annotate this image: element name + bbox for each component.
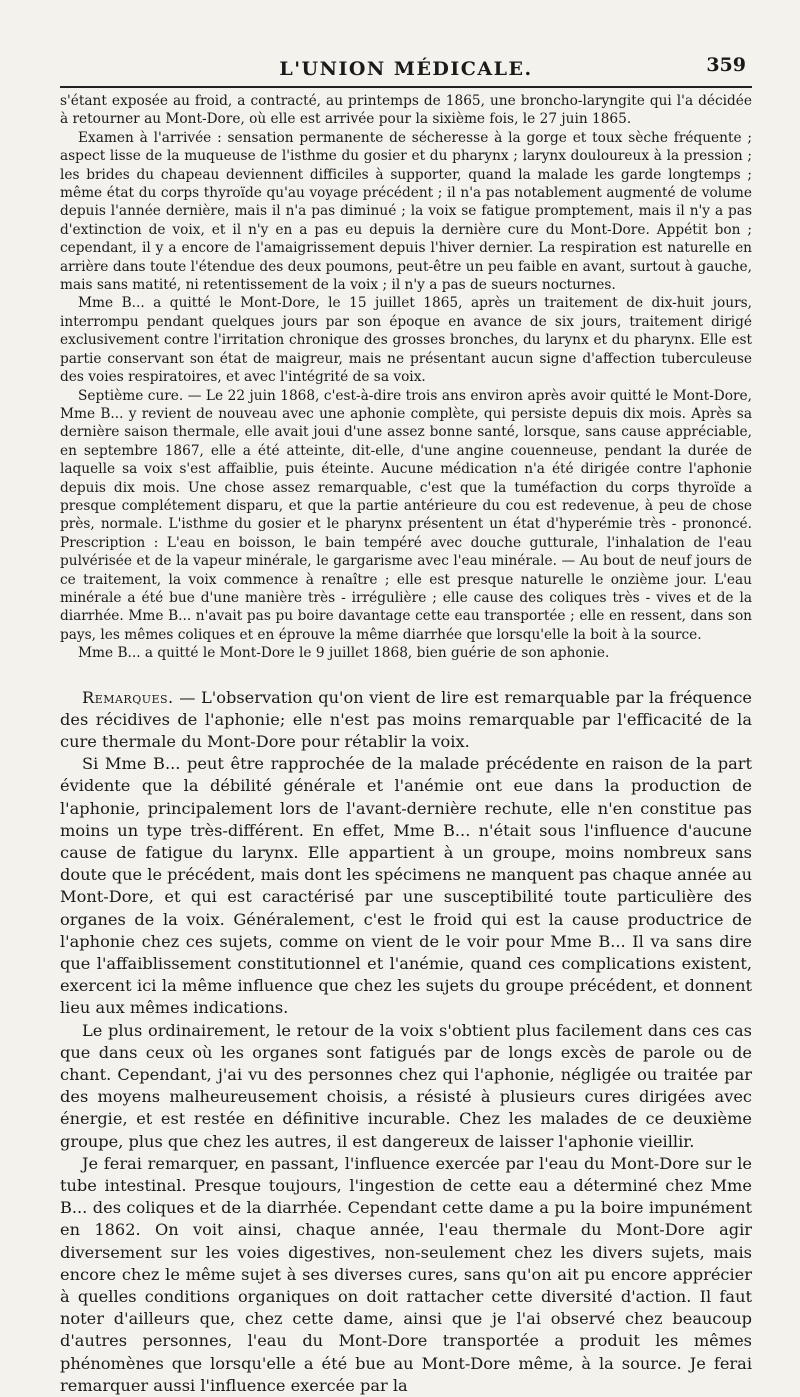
remarks-paragraph-1-text: — L'observation qu'on vient de lire est remarquable par la fréquence des récidives de l'aphonie; elle n'est pas moins remarquable par l'efficacité de la cure thermale du Mont-Dore pour rétablir la voix.	[60, 687, 752, 751]
case-paragraph-4: Septième cure. — Le 22 juin 1868, c'est-à-dire trois ans environ après avoir quitté le Mont-Dore, Mme B... y revient de nouveau avec une aphonie complète, qui persiste depuis dix mois. Après sa dernière saison thermale, elle avait joui d'une assez bonne santé, lorsque, sans cause appréciable, en septembre 1867, elle a été atteinte, dit-elle, d'une angine couenneuse, pendant la durée de laquelle sa voix s'est affaiblie, puis éteinte. Aucune médication n'a été dirigée contre l'aphonie depuis dix mois. Une chose assez remarquable, c'est que la tuméfaction du corps thyroïde a presque complétement disparu, et que la partie antérieure du cou est redevenue, à peu de chose près, normale. L'isthme du gosier et le pharynx présentent un état d'hyperémie très - prononcé. Prescription : L'eau en boisson, le bain tempéré avec douche gutturale, l'inhalation de l'eau pulvérisée et de la vapeur minérale, le gargarisme avec l'eau minérale. — Au bout de neuf jours de ce traitement, la voix commence à renaître ; elle est presque naturelle le onzième jour. L'eau minérale a été bue d'une manière très - irrégulière ; elle cause des coliques très - vives et de la diarrhée. Mme B... n'avait pas pu boire davantage cette eau transportée ; elle en ressent, dans son pays, les mêmes coliques et en éprouve la même diarrhée que lorsqu'elle la boit à la source.	[60, 387, 752, 643]
case-paragraph-1: s'étant exposée au froid, a contracté, au printemps de 1865, une broncho-laryngite qui l'a décidée à retourner au Mont-Dore, où elle est arrivée pour la sixième fois, le 27 juin 1865.	[60, 93, 752, 128]
page-number: 359	[706, 54, 746, 76]
remarks-paragraph-2: Si Mme B... peut être rapprochée de la malade précédente en raison de la part évidente que la débilité générale et l'anémie ont eue dans la production de l'aphonie, principalement lors de l'avant-dernière rechute, elle n'en constitue pas moins un type très-différent. En effet, Mme B... n'était sous l'influence d'aucune cause de fatigue du larynx. Elle appartient à un groupe, moins nombreux sans doute que le précédent, mais dont les spécimens ne manquent pas chaque année au Mont-Dore, et qui est caractérisé par une susceptibilité toute particulière des organes de la voix. Généralement, c'est le froid qui est la cause productrice de l'aphonie chez ces sujets, comme on vient de le voir pour Mme B... Il va sans dire que l'affaiblissement constitutionnel et l'anémie, quand ces complications existent, exercent ici la même influence que chez les sujets du groupe précédent, et donnent lieu aux mêmes indications.	[60, 754, 753, 1018]
running-header	[60, 50, 752, 80]
remarks-section	[60, 687, 752, 1397]
remarks-paragraph-4: Je ferai remarquer, en passant, l'influence exercée par l'eau du Mont-Dore sur le tube intestinal. Presque toujours, l'ingestion de cette eau a déterminé chez Mme B... des coliques et de la diarrhée. Cependant cette dame a pu la boire impunément en 1862. On voit ainsi, chaque année, l'eau thermale du Mont-Dore agir diversement sur les voies digestives, non-seulement chez les divers sujets, mais encore chez le même sujet à ses diverses cures, sans qu'on ait pu encore apprécier à quelles conditions organiques on doit rattacher cette diversité d'action. Il faut noter d'ailleurs que, chez cette dame, ainsi que je l'ai observé chez beaucoup d'autres personnes, l'eau du Mont-Dore transportée a produit les mêmes phénomènes que lorsqu'elle a été bue au Mont-Dore même, à la source. Je ferai remarquer aussi l'influence exercée par la	[60, 1153, 752, 1395]
header-rule	[60, 86, 752, 88]
case-report-section	[60, 92, 752, 663]
remarks-paragraph-1	[60, 687, 752, 754]
journal-title: L'UNION MÉDICALE.	[279, 58, 533, 80]
case-paragraph-5: Mme B... a quitté le Mont-Dore le 9 juillet 1868, bien guérie de son aphonie.	[78, 645, 610, 662]
case-paragraph-2: Examen à l'arrivée : sensation permanente de sécheresse à la gorge et toux sèche fréquente ; aspect lisse de la muqueuse de l'isthme du gosier et du pharynx ; larynx douloureux à la pression ; les brides du chapeau deviennent difficiles à supporter, quand la malade les garde longtemps ; même état du corps thyroïde qu'au voyage précédent ; il n'a pas notablement augmenté de volume depuis l'année dernière, mais il n'a pas diminué ; la voix se fatigue promptement, mais il n'y a pas d'extinction de voix, et il n'y en a pas eu depuis la dernière cure du Mont-Dore. Appétit bon ; cependant, il y a encore de l'amaigrissement depuis l'hiver dernier. La respiration est naturelle en arrière dans toute l'étendue des deux poumons, peut-être un peu faible en avant, surtout à gauche, mais sans matité, ni retentissement de la voix ; il n'y a pas de sueurs nocturnes.	[60, 129, 752, 294]
remarks-paragraph-3: Le plus ordinairement, le retour de la voix s'obtient plus facilement dans ces cas que dans ceux où les organes sont fatigués par de longs excès de parole ou de chant. Cependant, j'ai vu des personnes chez qui l'aphonie, négligée ou traitée par des moyens malheureusement choisis, a résisté à plusieurs cures dirigées avec énergie, et est restée en définitive incurable. Chez les malades de ce deuxième groupe, plus que chez les autres, il est dangereux de laisser l'aphonie vieillir.	[60, 1020, 752, 1151]
remarks-label: Remarques.	[82, 687, 174, 707]
case-paragraph-3: Mme B... a quitté le Mont-Dore, le 15 juillet 1865, après un traitement de dix-huit jours, interrompu pendant quelques jours par son époque en avance de six jours, traitement dirigé exclusivement contre l'irritation chronique des grosses bronches, du larynx et du pharynx. Elle est partie conservant son état de maigreur, mais ne présentant aucun signe d'affection tuberculeuse des voies respiratoires, et avec l'intégrité de sa voix.	[60, 295, 752, 386]
page-body	[60, 92, 752, 1397]
